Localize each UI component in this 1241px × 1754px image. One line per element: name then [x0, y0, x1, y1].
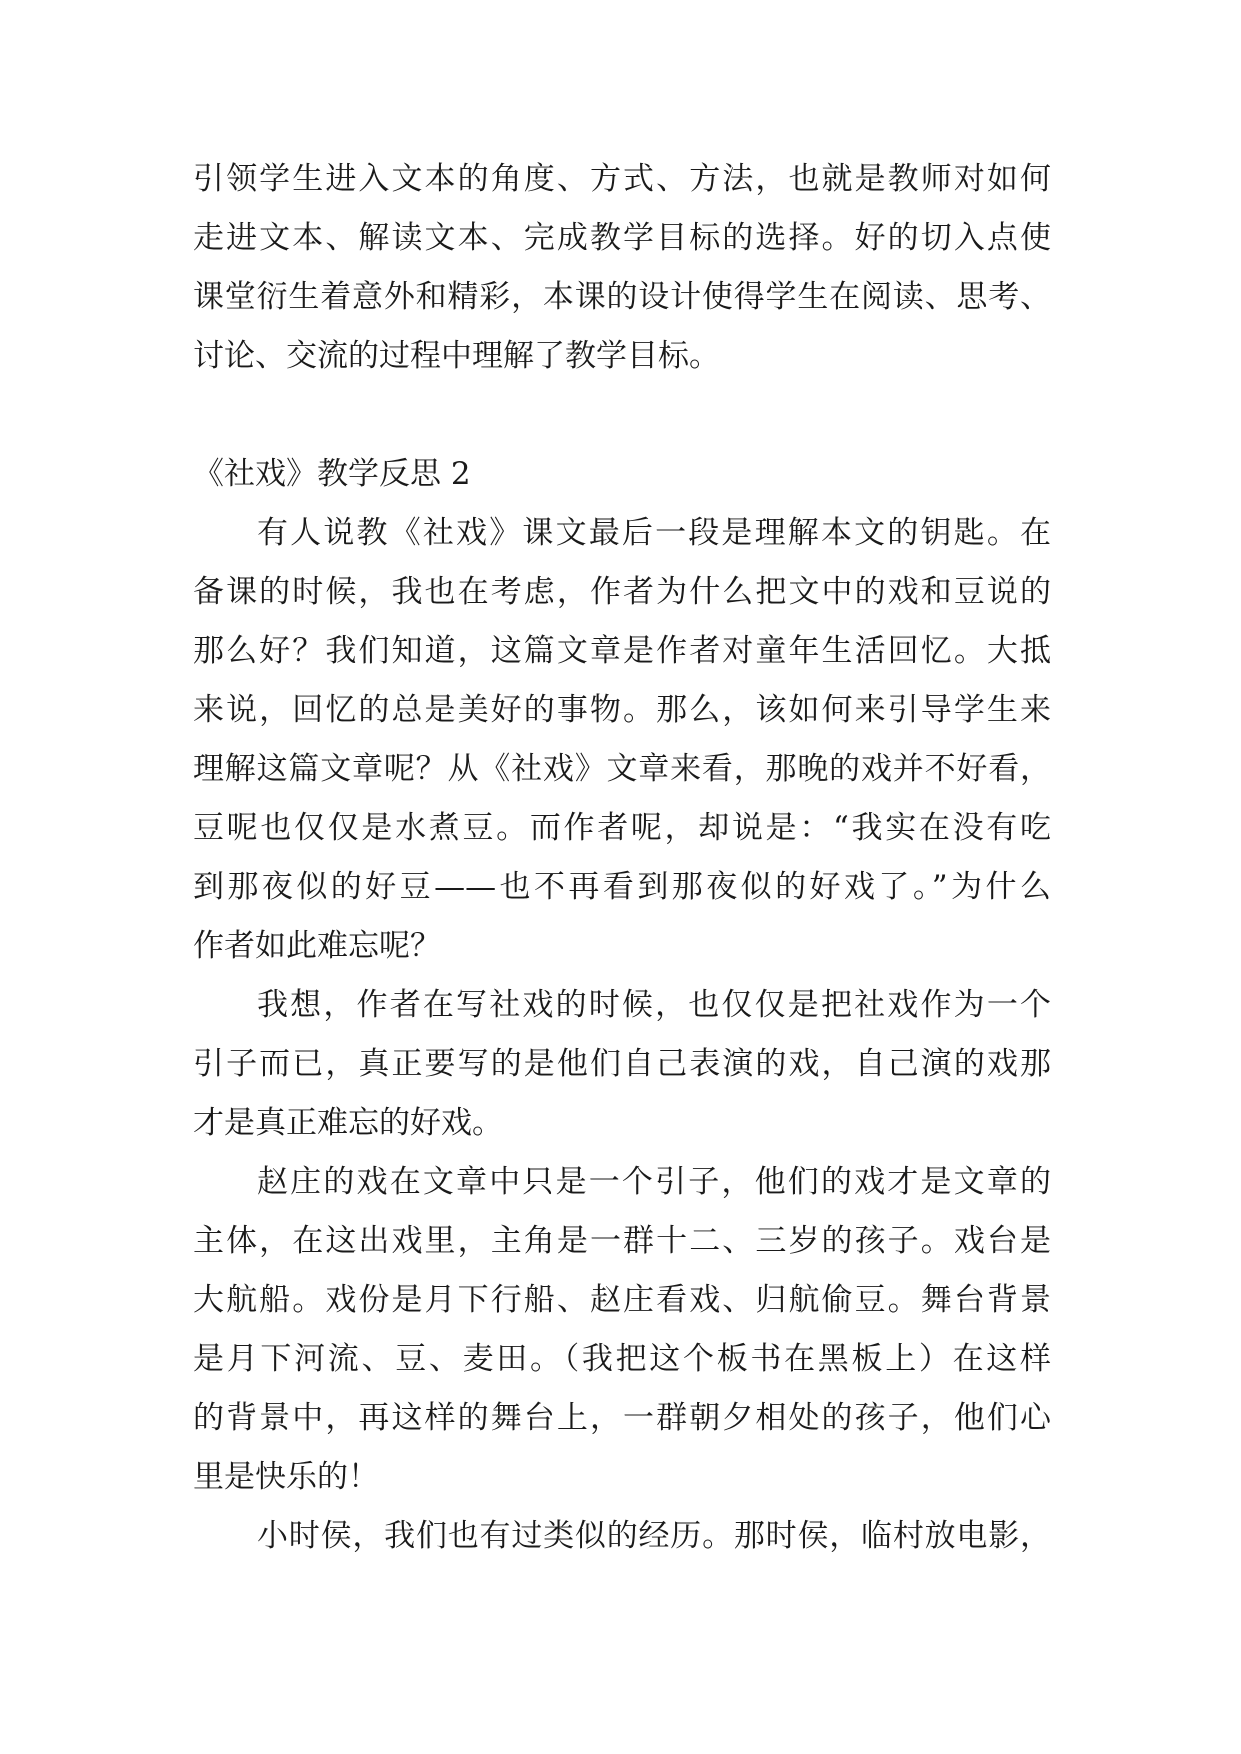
- text-line: 备课的时候，我也在考虑，作者为什么把文中的戏和豆说的: [193, 574, 1051, 610]
- intro-paragraph: [193, 150, 1051, 386]
- text-line: 来说，回忆的总是美好的事物。那么，该如何来引导学生来: [193, 692, 1051, 728]
- text-line: 豆呢也仅仅是水煮豆。而作者呢，却说是：“我实在没有吃: [193, 810, 1051, 846]
- document-page: [193, 150, 1051, 1566]
- text-line: 理解这篇文章呢？从《社戏》文章来看，那晚的戏并不好看，: [193, 751, 1051, 787]
- text-line: 主体，在这出戏里，主角是一群十二、三岁的孩子。戏台是: [193, 1223, 1051, 1259]
- text-line: 作者如此难忘呢？: [193, 928, 441, 964]
- text-line: 赵庄的戏在文章中只是一个引子，他们的戏才是文章的: [257, 1164, 1051, 1200]
- text-line: 讨论、交流的过程中理解了教学目标。: [193, 338, 720, 374]
- text-line: 课堂衍生着意外和精彩，本课的设计使得学生在阅读、思考、: [193, 279, 1051, 315]
- text-line: 我想，作者在写社戏的时候，也仅仅是把社戏作为一个: [257, 987, 1051, 1023]
- text-line: 大航船。戏份是月下行船、赵庄看戏、归航偷豆。舞台背景: [193, 1282, 1051, 1318]
- text-line: 引子而已，真正要写的是他们自己表演的戏，自己演的戏那: [193, 1046, 1051, 1082]
- text-line: 才是真正难忘的好戏。: [193, 1105, 503, 1141]
- paragraph-4: [193, 1507, 1051, 1566]
- text-line: 引领学生进入文本的角度、方式、方法，也就是教师对如何: [193, 161, 1051, 197]
- text-line: 那么好？我们知道，这篇文章是作者对童年生活回忆。大抵: [193, 633, 1051, 669]
- paragraph-2: [193, 976, 1051, 1153]
- text-line: 小时侯，我们也有过类似的经历。那时侯，临村放电影，: [257, 1518, 1051, 1554]
- text-line: 有人说教《社戏》课文最后一段是理解本文的钥匙。在: [257, 515, 1051, 551]
- text-line: 里是快乐的！: [193, 1459, 379, 1495]
- paragraph-1: [193, 504, 1051, 976]
- section-title: 《社戏》教学反思 2: [193, 456, 471, 492]
- text-line: 走进文本、解读文本、完成教学目标的选择。好的切入点使: [193, 220, 1051, 256]
- text-line: 到那夜似的好豆——也不再看到那夜似的好戏了。”为什么: [193, 869, 1051, 905]
- paragraph-3: [193, 1153, 1051, 1507]
- text-line: 的背景中，再这样的舞台上，一群朝夕相处的孩子，他们心: [193, 1400, 1051, 1436]
- text-line: 是月下河流、豆、麦田。（我把这个板书在黑板上）在这样: [193, 1341, 1051, 1377]
